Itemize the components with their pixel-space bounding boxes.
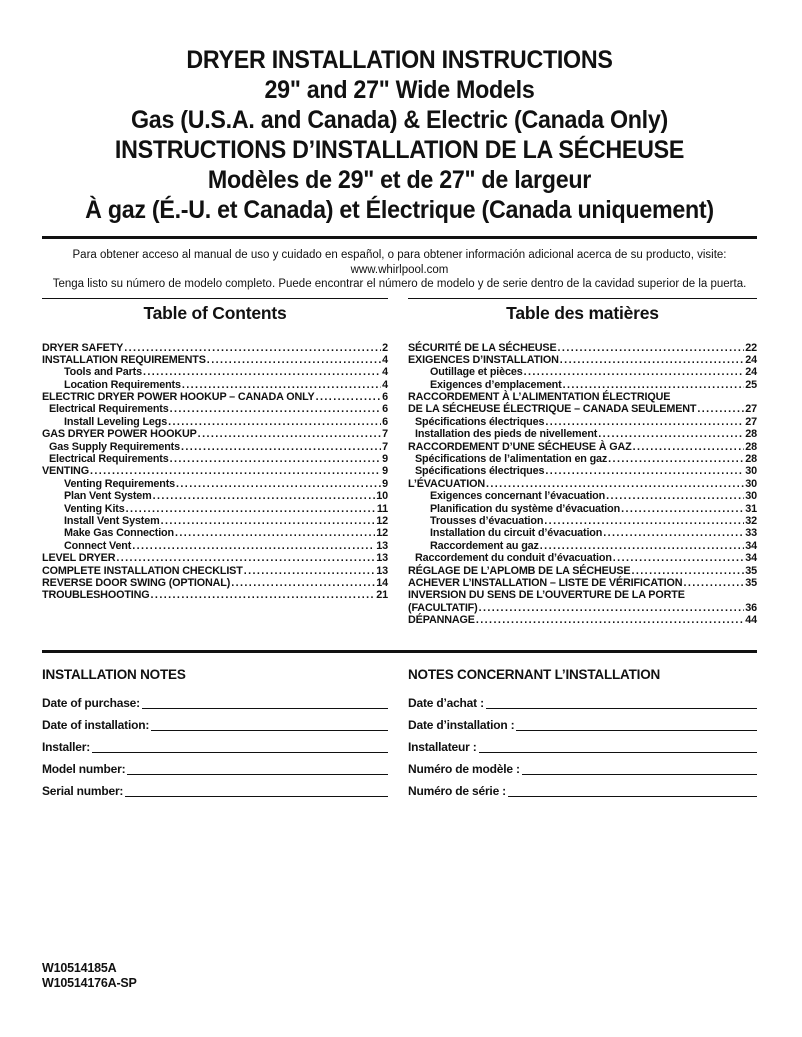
toc-entry xyxy=(42,478,388,490)
toc-dot-leader xyxy=(631,565,744,577)
notice-line-1: Para obtener acceso al manual de uso y cuidado en español, o para obtener información adicional acerca de su producto, visite: xyxy=(72,249,727,261)
toc-dot-leader xyxy=(143,366,381,378)
notes-field-blank xyxy=(522,761,757,775)
toc-page-number: 32 xyxy=(745,514,757,527)
toc-dot-leader xyxy=(175,527,375,539)
notes-french-fields xyxy=(408,688,757,798)
toc-entry xyxy=(42,366,388,378)
notes-field-row xyxy=(42,732,388,754)
toc-entry-label: Installation du circuit d’évacuation xyxy=(430,527,603,540)
toc-dot-leader xyxy=(524,366,745,378)
part-number-2: W10514176A-SP xyxy=(42,975,137,990)
toc-page-number: 13 xyxy=(376,564,388,577)
toc-entry-label: Make Gas Connection xyxy=(64,527,174,540)
toc-page-number: 4 xyxy=(382,353,388,366)
toc-entry xyxy=(408,465,757,477)
toc-entry-label: Venting Requirements xyxy=(64,477,175,490)
toc-entry-label: REVERSE DOOR SWING (OPTIONAL) xyxy=(42,576,231,589)
toc-entry xyxy=(408,403,757,415)
toc-entry-label: GAS DRYER POWER HOOKUP xyxy=(42,428,197,441)
title-line-fr-1: INSTRUCTIONS D’INSTALLATION DE LA SÉCHEUSE xyxy=(114,136,685,164)
toc-page-number: 30 xyxy=(745,490,757,503)
toc-page-number: 34 xyxy=(745,539,757,552)
notes-field-blank xyxy=(92,739,388,753)
toc-french xyxy=(408,298,757,627)
toc-entry-label: Raccordement du conduit d’évacuation xyxy=(415,552,612,565)
installation-notes-english xyxy=(42,666,388,798)
toc-entry xyxy=(408,428,757,440)
toc-dot-leader xyxy=(603,527,744,539)
toc-page-number: 24 xyxy=(745,366,757,379)
toc-entry-label: Spécifications électriques xyxy=(415,465,545,478)
title-line-en-3: Gas (U.S.A. and Canada) & Electric (Canada Only) xyxy=(130,106,668,134)
toc-page-number: 28 xyxy=(745,428,757,441)
toc-dot-leader xyxy=(198,428,381,440)
toc-dot-leader xyxy=(231,577,375,589)
notes-field-blank xyxy=(125,783,388,797)
title-block xyxy=(42,45,757,225)
toc-entry xyxy=(408,503,757,515)
toc-entry xyxy=(408,515,757,527)
toc-entry xyxy=(42,441,388,453)
toc-entry xyxy=(408,589,757,601)
notes-field-row xyxy=(42,776,388,798)
toc-entry xyxy=(408,391,757,403)
toc-page-number: 25 xyxy=(745,378,757,391)
toc-entry xyxy=(408,416,757,428)
notes-field-row xyxy=(408,688,757,710)
toc-entry xyxy=(408,342,757,354)
toc-dot-leader xyxy=(608,453,744,465)
toc-dot-leader xyxy=(633,441,745,453)
toc-page-number: 33 xyxy=(745,527,757,540)
toc-entry-label: Venting Kits xyxy=(64,502,125,515)
title-line-fr-3: À gaz (É.-U. et Canada) et Électrique (Canada uniquement) xyxy=(85,196,714,224)
toc-entry xyxy=(408,540,757,552)
toc-entry-label: DÉPANNAGE xyxy=(408,614,475,627)
toc-page-number: 6 xyxy=(382,403,388,416)
toc-entry xyxy=(42,403,388,415)
title-divider-rule xyxy=(42,236,757,239)
toc-page-number: 2 xyxy=(382,341,388,354)
toc-page-number: 6 xyxy=(382,415,388,428)
toc-dot-leader xyxy=(170,403,382,415)
toc-entry xyxy=(42,354,388,366)
toc-dot-leader xyxy=(606,490,744,502)
toc-entry xyxy=(408,366,757,378)
toc-dot-leader xyxy=(176,478,381,490)
toc-entry xyxy=(42,465,388,477)
notes-english-fields xyxy=(42,688,388,798)
toc-english xyxy=(42,298,388,627)
toc-dot-leader xyxy=(244,565,376,577)
notes-field-blank xyxy=(508,783,757,797)
toc-english-list xyxy=(42,342,388,602)
toc-page-number: 12 xyxy=(376,527,388,540)
toc-entry xyxy=(408,441,757,453)
notes-field-label: Numéro de modèle : xyxy=(408,761,520,776)
toc-entry xyxy=(42,428,388,440)
toc-page-number: 13 xyxy=(376,539,388,552)
notes-field-row xyxy=(42,754,388,776)
toc-dot-leader xyxy=(170,453,382,465)
toc-page-number: 35 xyxy=(745,576,757,589)
toc-entry xyxy=(42,391,388,403)
toc-page-number: 7 xyxy=(382,428,388,441)
toc-entry-label: EXIGENCES D’INSTALLATION xyxy=(408,353,559,366)
toc-english-heading: Table of Contents xyxy=(143,302,287,323)
notes-french-heading: NOTES CONCERNANT L’INSTALLATION xyxy=(408,666,661,682)
toc-french-list xyxy=(408,342,757,627)
toc-page-number: 21 xyxy=(376,589,388,602)
toc-page-number: 10 xyxy=(376,490,388,503)
toc-entry xyxy=(408,552,757,564)
toc-dot-leader xyxy=(116,552,375,564)
toc-dot-leader xyxy=(621,503,744,515)
notes-field-blank xyxy=(486,695,757,709)
toc-page-number: 30 xyxy=(745,477,757,490)
toc-dot-leader xyxy=(683,577,744,589)
toc-page-number: 27 xyxy=(745,415,757,428)
toc-page-number: 36 xyxy=(745,601,757,614)
toc-page-number: 35 xyxy=(745,564,757,577)
toc-entry-label: Trousses d’évacuation xyxy=(430,514,544,527)
toc-page-number: 11 xyxy=(376,502,388,515)
toc-entry-label: TROUBLESHOOTING xyxy=(42,589,150,602)
notes-field-row xyxy=(42,688,388,710)
toc-entry-label: DE LA SÉCHEUSE ÉLECTRIQUE – CANADA SEULEMENT xyxy=(408,403,697,416)
notes-field-blank xyxy=(516,717,757,731)
toc-entry-label: RACCORDEMENT D’UNE SÉCHEUSE À GAZ xyxy=(408,440,632,453)
title-line-fr-2: Modèles de 29" et de 27" de largeur xyxy=(207,166,592,194)
toc-entry-label: Raccordement au gaz xyxy=(430,539,539,552)
notes-field-label: Model number: xyxy=(42,761,126,776)
toc-entry-label: RACCORDEMENT À L’ALIMENTATION ÉLECTRIQUE xyxy=(408,391,671,404)
toc-entry-label: Exigences d’emplacement xyxy=(430,378,562,391)
toc-dot-leader xyxy=(207,354,381,366)
toc-entry-label: ACHEVER L’INSTALLATION – LISTE DE VÉRIFICATION xyxy=(408,576,683,589)
toc-entry xyxy=(408,527,757,539)
toc-page-number: 24 xyxy=(745,353,757,366)
notice-line-3: Tenga listo su número de modelo completo. Puede encontrar el número de modelo y de serie dentro de la cavidad superior de la puerta. xyxy=(52,278,747,290)
notes-field-blank xyxy=(127,761,388,775)
toc-dot-leader xyxy=(316,391,382,403)
toc-entry xyxy=(42,416,388,428)
toc-entry xyxy=(408,354,757,366)
toc-entry-label: Exigences concernant l’évacuation xyxy=(430,490,606,503)
toc-page-number: 44 xyxy=(745,614,757,627)
part-number-1: W10514185A xyxy=(42,961,117,975)
notes-field-label: Date of installation: xyxy=(42,717,150,732)
toc-entry-label: Tools and Parts xyxy=(64,366,142,379)
notes-field-blank xyxy=(479,739,757,753)
toc-entry xyxy=(42,490,388,502)
toc-entry-label: COMPLETE INSTALLATION CHECKLIST xyxy=(42,564,243,577)
toc-columns xyxy=(42,298,757,627)
toc-page-number: 4 xyxy=(382,378,388,391)
notes-field-label: Installateur : xyxy=(408,739,477,754)
toc-entry-label: SÉCURITÉ DE LA SÉCHEUSE xyxy=(408,341,557,354)
toc-entry-label: Installation des pieds de nivellement xyxy=(415,428,598,441)
toc-entry xyxy=(42,589,388,601)
toc-page-number: 31 xyxy=(745,502,757,515)
toc-entry-label: Outillage et pièces xyxy=(430,366,523,379)
toc-entry xyxy=(408,565,757,577)
toc-dot-leader xyxy=(90,465,381,477)
toc-page-number: 9 xyxy=(382,465,388,478)
toc-dot-leader xyxy=(486,478,744,490)
toc-entry xyxy=(42,565,388,577)
toc-entry xyxy=(408,577,757,589)
toc-dot-leader xyxy=(558,342,745,354)
toc-entry-label: LEVEL DRYER xyxy=(42,552,116,565)
notes-english-heading: INSTALLATION NOTES xyxy=(42,666,186,682)
installation-notes-french xyxy=(408,666,757,798)
spanish-notice xyxy=(42,248,757,292)
toc-page-number: 9 xyxy=(382,477,388,490)
toc-page-number: 22 xyxy=(745,341,757,354)
notes-field-row xyxy=(42,710,388,732)
toc-entry-label: VENTING xyxy=(42,465,89,478)
notes-field-label: Date of purchase: xyxy=(42,695,140,710)
toc-dot-leader xyxy=(563,379,745,391)
toc-entry-label: Gas Supply Requirements xyxy=(49,440,180,453)
toc-entry-label: Connect Vent xyxy=(64,539,132,552)
toc-entry xyxy=(42,552,388,564)
toc-page-number: 28 xyxy=(745,440,757,453)
notes-field-row xyxy=(408,732,757,754)
toc-dot-leader xyxy=(132,540,375,552)
notes-field-label: Date d’installation : xyxy=(408,717,515,732)
toc-entry-label: Electrical Requirements xyxy=(49,403,169,416)
toc-entry xyxy=(408,614,757,626)
toc-dot-leader xyxy=(598,428,744,440)
toc-dot-leader xyxy=(126,503,376,515)
toc-entry xyxy=(408,379,757,391)
toc-dot-leader xyxy=(479,602,745,614)
toc-page-number: 27 xyxy=(745,403,757,416)
toc-entry xyxy=(42,453,388,465)
installation-notes xyxy=(42,666,757,798)
toc-dot-leader xyxy=(181,441,381,453)
toc-entry-label: Electrical Requirements xyxy=(49,453,169,466)
notes-field-blank xyxy=(142,695,388,709)
toc-dot-leader xyxy=(544,515,744,527)
toc-dot-leader xyxy=(540,540,745,552)
notice-website: www.whirlpool.com xyxy=(350,263,449,276)
toc-entry-label: INVERSION DU SENS DE L’OUVERTURE DE LA PORTE xyxy=(408,589,685,602)
toc-entry-label: Spécifications électriques xyxy=(415,415,545,428)
toc-dot-leader xyxy=(124,342,381,354)
toc-entry xyxy=(408,453,757,465)
toc-entry-label: Location Requirements xyxy=(64,378,181,391)
notes-field-label: Installer: xyxy=(42,739,91,754)
toc-dot-leader xyxy=(613,552,745,564)
toc-page-number: 30 xyxy=(745,465,757,478)
toc-page-number: 34 xyxy=(745,552,757,565)
notes-field-row xyxy=(408,710,757,732)
toc-dot-leader xyxy=(161,515,376,527)
toc-entry-label: Planification du système d’évacuation xyxy=(430,502,621,515)
toc-entry xyxy=(408,602,757,614)
toc-dot-leader xyxy=(545,465,744,477)
toc-dot-leader xyxy=(168,416,381,428)
title-line-en-1: DRYER INSTALLATION INSTRUCTIONS xyxy=(186,46,613,74)
toc-entry xyxy=(42,515,388,527)
toc-page-number: 14 xyxy=(376,576,388,589)
toc-entry xyxy=(408,490,757,502)
toc-page-number: 28 xyxy=(745,453,757,466)
notes-field-label: Numéro de série : xyxy=(408,783,506,798)
toc-entry-label: Plan Vent System xyxy=(64,490,152,503)
toc-entry-label: RÉGLAGE DE L’APLOMB DE LA SÉCHEUSE xyxy=(408,564,631,577)
toc-dot-leader xyxy=(545,416,744,428)
toc-page-number: 9 xyxy=(382,453,388,466)
notes-field-row xyxy=(408,776,757,798)
document-page xyxy=(42,0,757,1037)
notes-field-label: Date d’achat : xyxy=(408,695,484,710)
toc-entry-label: INSTALLATION REQUIREMENTS xyxy=(42,353,206,366)
notes-field-blank xyxy=(151,717,388,731)
toc-dot-leader xyxy=(182,379,381,391)
toc-entry-label: Install Vent System xyxy=(64,514,160,527)
toc-entry xyxy=(42,503,388,515)
toc-entry-label: (FACULTATIF) xyxy=(408,601,478,614)
toc-entry xyxy=(42,527,388,539)
toc-dot-leader xyxy=(560,354,745,366)
toc-entry xyxy=(42,540,388,552)
notes-divider-rule xyxy=(42,650,757,653)
toc-page-number: 4 xyxy=(382,366,388,379)
toc-entry xyxy=(408,478,757,490)
toc-entry-label: DRYER SAFETY xyxy=(42,341,124,354)
toc-page-number: 12 xyxy=(376,514,388,527)
toc-page-number: 13 xyxy=(376,552,388,565)
toc-page-number: 6 xyxy=(382,391,388,404)
toc-dot-leader xyxy=(697,403,744,415)
toc-entry-label: Spécifications de l’alimentation en gaz xyxy=(415,453,608,466)
toc-entry-label: L’ÉVACUATION xyxy=(408,477,485,490)
toc-entry-label: Install Leveling Legs xyxy=(64,415,168,428)
toc-page-number: 7 xyxy=(382,440,388,453)
notes-field-label: Serial number: xyxy=(42,783,124,798)
toc-dot-leader xyxy=(153,490,376,502)
title-line-en-2: 29" and 27" Wide Models xyxy=(264,76,535,104)
document-part-numbers xyxy=(42,961,137,990)
toc-entry xyxy=(42,342,388,354)
toc-french-heading: Table des matières xyxy=(506,302,659,323)
toc-dot-leader xyxy=(151,589,376,601)
toc-entry-label: ELECTRIC DRYER POWER HOOKUP – CANADA ONLY xyxy=(42,391,315,404)
notes-field-row xyxy=(408,754,757,776)
toc-entry xyxy=(42,577,388,589)
toc-dot-leader xyxy=(476,614,744,626)
toc-entry xyxy=(42,379,388,391)
